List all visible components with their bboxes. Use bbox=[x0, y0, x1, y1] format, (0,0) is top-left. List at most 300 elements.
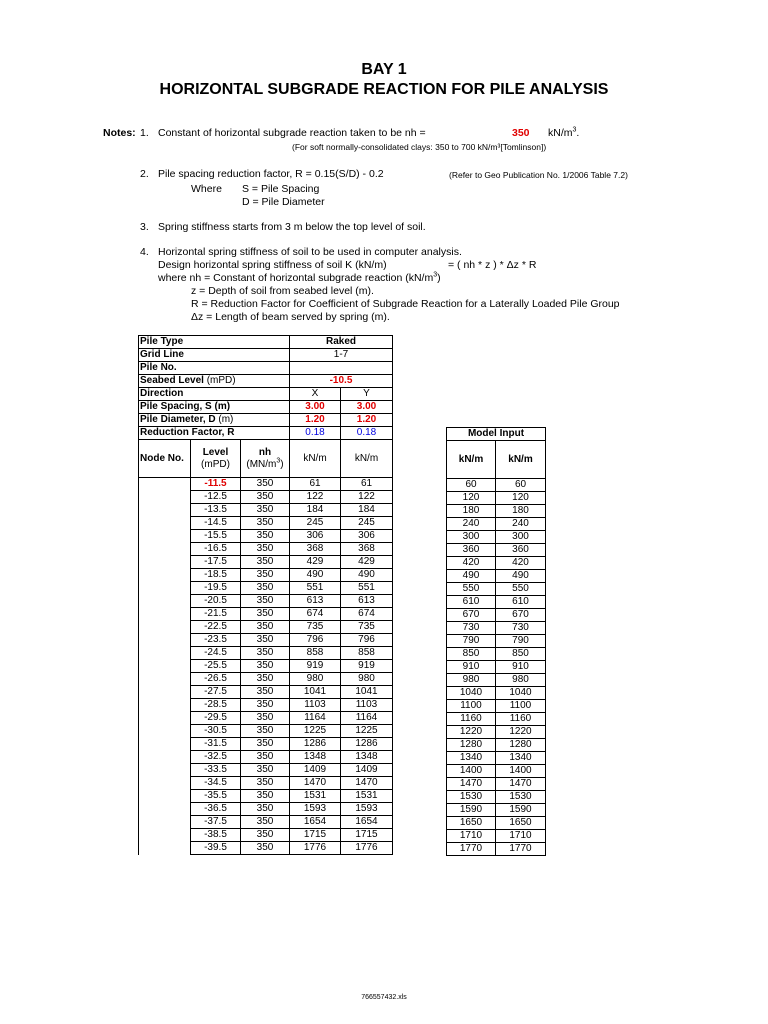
knm-x-cell: 1409 bbox=[290, 764, 341, 777]
table-row bbox=[447, 661, 546, 674]
model-knm-x-cell: 1590 bbox=[447, 804, 496, 817]
knm-y-cell: 1041 bbox=[341, 686, 393, 699]
table-row bbox=[139, 803, 393, 816]
model-knm-y-cell: 1220 bbox=[496, 726, 546, 739]
node-no-cell bbox=[139, 751, 191, 764]
level-cell: -12.5 bbox=[191, 491, 241, 504]
table-row bbox=[447, 596, 546, 609]
model-knm-y-cell: 1400 bbox=[496, 765, 546, 778]
node-no-cell bbox=[139, 842, 191, 855]
model-knm-x-cell: 1530 bbox=[447, 791, 496, 804]
knm-x-cell: 551 bbox=[290, 582, 341, 595]
model-knm-x-cell: 1650 bbox=[447, 817, 496, 830]
model-knm-x-cell: 1160 bbox=[447, 713, 496, 726]
table-row bbox=[139, 478, 393, 491]
level-cell: -35.5 bbox=[191, 790, 241, 803]
notes-label: Notes: bbox=[103, 127, 136, 139]
knm-y-cell: 245 bbox=[341, 517, 393, 530]
table-row bbox=[139, 842, 393, 855]
model-knm-x-cell: 790 bbox=[447, 635, 496, 648]
pile-no-value bbox=[290, 362, 393, 375]
model-knm-y-cell: 1160 bbox=[496, 713, 546, 726]
knm-x-cell: 1041 bbox=[290, 686, 341, 699]
model-knm-y-cell: 730 bbox=[496, 622, 546, 635]
node-no-cell bbox=[139, 712, 191, 725]
node-no-cell bbox=[139, 504, 191, 517]
node-no-cell bbox=[139, 725, 191, 738]
model-knm-y-cell: 670 bbox=[496, 609, 546, 622]
level-cell: -22.5 bbox=[191, 621, 241, 634]
table-row bbox=[139, 608, 393, 621]
model-knm-y-cell: 1340 bbox=[496, 752, 546, 765]
node-no-cell bbox=[139, 647, 191, 660]
nh-cell: 350 bbox=[241, 673, 290, 686]
model-knm-y-cell: 1650 bbox=[496, 817, 546, 830]
model-knm-x-cell: 1280 bbox=[447, 739, 496, 752]
node-no-cell bbox=[139, 621, 191, 634]
knm-x-cell: 858 bbox=[290, 647, 341, 660]
knm-y-cell: 796 bbox=[341, 634, 393, 647]
note2-where: Where bbox=[191, 183, 222, 195]
knm-x-cell: 980 bbox=[290, 673, 341, 686]
model-knm-x-cell: 1770 bbox=[447, 843, 496, 856]
knm-x-cell: 245 bbox=[290, 517, 341, 530]
table-row bbox=[447, 518, 546, 531]
level-cell: -20.5 bbox=[191, 595, 241, 608]
note1-sub: (For soft normally-consolidated clays: 350 to 700 kN/m³[Tomlinson]) bbox=[292, 142, 547, 152]
nh-cell: 350 bbox=[241, 634, 290, 647]
nh-cell: 350 bbox=[241, 725, 290, 738]
knm-y-cell: 980 bbox=[341, 673, 393, 686]
knm-y-cell: 1348 bbox=[341, 751, 393, 764]
note2-ref: (Refer to Geo Publication No. 1/2006 Table 7.2) bbox=[449, 170, 628, 180]
model-knm-y-cell: 240 bbox=[496, 518, 546, 531]
model-knm-y-cell: 1590 bbox=[496, 804, 546, 817]
nh-cell: 350 bbox=[241, 803, 290, 816]
spacing-x: 3.00 bbox=[290, 401, 341, 414]
model-knm-y-cell: 420 bbox=[496, 557, 546, 570]
nh-cell: 350 bbox=[241, 647, 290, 660]
model-knm-y-cell: 1770 bbox=[496, 843, 546, 856]
note2-text: Pile spacing reduction factor, R = 0.15(S/D) - 0.2 bbox=[158, 168, 384, 180]
level-cell: -38.5 bbox=[191, 829, 241, 842]
nh-cell: 350 bbox=[241, 543, 290, 556]
knm-x-cell: 1286 bbox=[290, 738, 341, 751]
model-knm-x-cell: 1100 bbox=[447, 700, 496, 713]
model-knm-x-cell: 180 bbox=[447, 505, 496, 518]
knm-y-cell: 613 bbox=[341, 595, 393, 608]
knm-y-cell: 1470 bbox=[341, 777, 393, 790]
node-no-cell bbox=[139, 517, 191, 530]
knm-x-cell: 184 bbox=[290, 504, 341, 517]
knm-x-cell: 1776 bbox=[290, 842, 341, 855]
table-row bbox=[447, 531, 546, 544]
level-cell: -30.5 bbox=[191, 725, 241, 738]
model-knm-x-cell: 1470 bbox=[447, 778, 496, 791]
note4-line6: Δz = Length of beam served by spring (m). bbox=[191, 311, 390, 323]
knm-y-cell: 1286 bbox=[341, 738, 393, 751]
table-row bbox=[139, 673, 393, 686]
knm-x-cell: 1225 bbox=[290, 725, 341, 738]
table-row bbox=[447, 843, 546, 856]
node-no-cell bbox=[139, 582, 191, 595]
table-row bbox=[447, 778, 546, 791]
table-row bbox=[139, 699, 393, 712]
knm-x-cell: 1531 bbox=[290, 790, 341, 803]
pile-type-label: Pile Type bbox=[139, 336, 290, 349]
model-knm-y-cell: 360 bbox=[496, 544, 546, 557]
table-row bbox=[139, 647, 393, 660]
knm-x-cell: 796 bbox=[290, 634, 341, 647]
level-cell: -11.5 bbox=[191, 478, 241, 491]
knm-x-cell: 490 bbox=[290, 569, 341, 582]
table-row bbox=[139, 751, 393, 764]
note1-unit: $kN/m^3$. bbox=[548, 126, 580, 139]
knm-y-cell: 858 bbox=[341, 647, 393, 660]
diameter-y: 1.20 bbox=[341, 414, 393, 427]
knm-x-cell: 368 bbox=[290, 543, 341, 556]
model-knm-y-cell: 790 bbox=[496, 635, 546, 648]
level-cell: -37.5 bbox=[191, 816, 241, 829]
table-row bbox=[447, 713, 546, 726]
level-cell: -18.5 bbox=[191, 569, 241, 582]
model-knm-x-cell: 1220 bbox=[447, 726, 496, 739]
reduction-y: 0.18 bbox=[341, 427, 393, 440]
knm-x-cell: 674 bbox=[290, 608, 341, 621]
table-row bbox=[139, 660, 393, 673]
table-row bbox=[447, 544, 546, 557]
knm-x-cell: 735 bbox=[290, 621, 341, 634]
model-knm-x-cell: 1400 bbox=[447, 765, 496, 778]
knm-x-cell: 919 bbox=[290, 660, 341, 673]
nh-cell: 350 bbox=[241, 738, 290, 751]
node-no-cell bbox=[139, 595, 191, 608]
table-row bbox=[447, 830, 546, 843]
knm-x-cell: 306 bbox=[290, 530, 341, 543]
node-no-cell bbox=[139, 686, 191, 699]
nh-cell: 350 bbox=[241, 790, 290, 803]
table-row bbox=[139, 582, 393, 595]
page-title: BAY 1 bbox=[361, 61, 407, 78]
note2-d-def: D = Pile Diameter bbox=[242, 196, 325, 208]
level-cell: -16.5 bbox=[191, 543, 241, 556]
node-no-header: Node No. bbox=[139, 440, 191, 478]
table-row bbox=[447, 739, 546, 752]
table-row bbox=[139, 777, 393, 790]
model-knm-y-cell: 980 bbox=[496, 674, 546, 687]
table-row bbox=[139, 764, 393, 777]
knm-y-cell: 1409 bbox=[341, 764, 393, 777]
model-knm-y-cell: 120 bbox=[496, 492, 546, 505]
note3-number: 3. bbox=[140, 221, 149, 233]
table-row bbox=[447, 622, 546, 635]
reduction-label: Reduction Factor, R bbox=[139, 427, 290, 440]
nh-cell: 350 bbox=[241, 530, 290, 543]
model-knm-x-cell: 240 bbox=[447, 518, 496, 531]
knm-x-cell: 122 bbox=[290, 491, 341, 504]
note4-line3: where nh = Constant of horizontal subgrade reaction $(kN/m^3)$ bbox=[158, 271, 441, 284]
nh-cell: 350 bbox=[241, 699, 290, 712]
model-knm-y-cell: 1280 bbox=[496, 739, 546, 752]
note1-text: Constant of horizontal subgrade reaction taken to be nh = bbox=[158, 127, 426, 139]
knm-y-header: kN/m bbox=[341, 440, 393, 478]
level-cell: -39.5 bbox=[191, 842, 241, 855]
nh-header: nh $(MN/m^3)$ bbox=[241, 440, 290, 478]
nh-cell: 350 bbox=[241, 816, 290, 829]
knm-x-cell: 1715 bbox=[290, 829, 341, 842]
note1-number: 1. bbox=[140, 127, 149, 139]
nh-cell: 350 bbox=[241, 842, 290, 855]
knm-y-cell: 919 bbox=[341, 660, 393, 673]
table-row bbox=[447, 570, 546, 583]
level-cell: -24.5 bbox=[191, 647, 241, 660]
table-row bbox=[447, 635, 546, 648]
knm-x-cell: 613 bbox=[290, 595, 341, 608]
knm-x-header: kN/m bbox=[290, 440, 341, 478]
level-cell: -23.5 bbox=[191, 634, 241, 647]
level-cell: -15.5 bbox=[191, 530, 241, 543]
note3-text: Spring stiffness starts from 3 m below the top level of soil. bbox=[158, 221, 426, 233]
knm-x-cell: 429 bbox=[290, 556, 341, 569]
node-no-cell bbox=[139, 530, 191, 543]
model-knm-y-cell: 300 bbox=[496, 531, 546, 544]
node-no-cell bbox=[139, 816, 191, 829]
table-row bbox=[139, 634, 393, 647]
knm-x-cell: 1654 bbox=[290, 816, 341, 829]
node-no-cell bbox=[139, 738, 191, 751]
note2-s-def: S = Pile Spacing bbox=[242, 183, 320, 195]
knm-y-cell: 61 bbox=[341, 478, 393, 491]
note4-formula: = ( nh * z ) * Δz * R bbox=[448, 259, 537, 271]
grid-line-value: 1-7 bbox=[290, 349, 393, 362]
model-knm-x-cell: 610 bbox=[447, 596, 496, 609]
nh-cell: 350 bbox=[241, 517, 290, 530]
node-no-cell bbox=[139, 673, 191, 686]
model-knm-x-cell: 120 bbox=[447, 492, 496, 505]
node-no-cell bbox=[139, 634, 191, 647]
table-row bbox=[447, 817, 546, 830]
direction-x: X bbox=[290, 388, 341, 401]
table-row bbox=[139, 725, 393, 738]
table-row bbox=[139, 556, 393, 569]
table-row bbox=[447, 791, 546, 804]
level-cell: -21.5 bbox=[191, 608, 241, 621]
knm-x-cell: 1164 bbox=[290, 712, 341, 725]
model-knm-x-cell: 1040 bbox=[447, 687, 496, 700]
model-knm-y-cell: 1100 bbox=[496, 700, 546, 713]
level-cell: -29.5 bbox=[191, 712, 241, 725]
table-row bbox=[447, 648, 546, 661]
model-knm-y-cell: 1470 bbox=[496, 778, 546, 791]
nh-cell: 350 bbox=[241, 660, 290, 673]
model-knm-y-cell: 850 bbox=[496, 648, 546, 661]
nh-cell: 350 bbox=[241, 751, 290, 764]
table-row bbox=[447, 557, 546, 570]
level-cell: -14.5 bbox=[191, 517, 241, 530]
nh-cell: 350 bbox=[241, 491, 290, 504]
table-row bbox=[447, 700, 546, 713]
knm-y-cell: 184 bbox=[341, 504, 393, 517]
node-no-cell bbox=[139, 699, 191, 712]
knm-y-cell: 1654 bbox=[341, 816, 393, 829]
knm-y-cell: 1715 bbox=[341, 829, 393, 842]
level-cell: -17.5 bbox=[191, 556, 241, 569]
model-knm-x-cell: 420 bbox=[447, 557, 496, 570]
table-row bbox=[447, 804, 546, 817]
file-name-footer: 766557432.xls bbox=[361, 994, 407, 1001]
model-input-table bbox=[446, 427, 546, 856]
table-row bbox=[139, 595, 393, 608]
node-no-cell bbox=[139, 491, 191, 504]
model-knm-x-cell: 1710 bbox=[447, 830, 496, 843]
model-knm-y-cell: 490 bbox=[496, 570, 546, 583]
knm-y-cell: 490 bbox=[341, 569, 393, 582]
table-row bbox=[447, 752, 546, 765]
level-cell: -28.5 bbox=[191, 699, 241, 712]
reduction-x: 0.18 bbox=[290, 427, 341, 440]
knm-y-cell: 674 bbox=[341, 608, 393, 621]
knm-x-cell: 1348 bbox=[290, 751, 341, 764]
note4-line5: R = Reduction Factor for Coefficient of Subgrade Reaction for a Laterally Loaded Pile Group bbox=[191, 298, 620, 310]
knm-x-cell: 1103 bbox=[290, 699, 341, 712]
table-row bbox=[447, 492, 546, 505]
note1-value: 350 bbox=[512, 127, 530, 139]
model-knm-x-cell: 850 bbox=[447, 648, 496, 661]
node-no-cell bbox=[139, 556, 191, 569]
model-knm-x-cell: 550 bbox=[447, 583, 496, 596]
nh-cell: 350 bbox=[241, 582, 290, 595]
nh-cell: 350 bbox=[241, 777, 290, 790]
level-cell: -34.5 bbox=[191, 777, 241, 790]
level-cell: -27.5 bbox=[191, 686, 241, 699]
page-subtitle: HORIZONTAL SUBGRADE REACTION FOR PILE ANALYSIS bbox=[159, 81, 609, 98]
knm-y-cell: 735 bbox=[341, 621, 393, 634]
node-no-cell bbox=[139, 478, 191, 491]
model-knm-y-header: kN/m bbox=[496, 441, 546, 479]
model-knm-x-cell: 300 bbox=[447, 531, 496, 544]
table-row bbox=[139, 569, 393, 582]
model-knm-x-cell: 490 bbox=[447, 570, 496, 583]
model-knm-y-cell: 180 bbox=[496, 505, 546, 518]
diameter-label: Pile Diameter, D (m) bbox=[139, 414, 290, 427]
nh-cell: 350 bbox=[241, 504, 290, 517]
direction-y: Y bbox=[341, 388, 393, 401]
knm-y-cell: 1103 bbox=[341, 699, 393, 712]
level-cell: -26.5 bbox=[191, 673, 241, 686]
direction-label: Direction bbox=[139, 388, 290, 401]
nh-cell: 350 bbox=[241, 556, 290, 569]
table-row bbox=[139, 621, 393, 634]
node-no-cell bbox=[139, 608, 191, 621]
nh-cell: 350 bbox=[241, 621, 290, 634]
pile-table bbox=[138, 335, 393, 855]
knm-y-cell: 368 bbox=[341, 543, 393, 556]
pile-type-value: Raked bbox=[290, 336, 393, 349]
note4-line4: z = Depth of soil from seabed level (m). bbox=[191, 285, 374, 297]
table-row bbox=[139, 816, 393, 829]
pile-no-label: Pile No. bbox=[139, 362, 290, 375]
spacing-label: Pile Spacing, S (m) bbox=[139, 401, 290, 414]
table-row bbox=[139, 517, 393, 530]
level-cell: -32.5 bbox=[191, 751, 241, 764]
model-knm-y-cell: 60 bbox=[496, 479, 546, 492]
table-row bbox=[447, 765, 546, 778]
note2-number: 2. bbox=[140, 168, 149, 180]
level-cell: -36.5 bbox=[191, 803, 241, 816]
knm-y-cell: 306 bbox=[341, 530, 393, 543]
node-no-cell bbox=[139, 790, 191, 803]
model-knm-y-cell: 1040 bbox=[496, 687, 546, 700]
node-no-cell bbox=[139, 660, 191, 673]
table-row bbox=[139, 543, 393, 556]
knm-x-cell: 61 bbox=[290, 478, 341, 491]
table-row bbox=[139, 738, 393, 751]
table-row bbox=[447, 583, 546, 596]
model-knm-y-cell: 550 bbox=[496, 583, 546, 596]
model-knm-x-header: kN/m bbox=[447, 441, 496, 479]
node-no-cell bbox=[139, 569, 191, 582]
table-row bbox=[139, 530, 393, 543]
node-no-cell bbox=[139, 829, 191, 842]
table-row bbox=[447, 609, 546, 622]
table-row bbox=[139, 829, 393, 842]
node-no-cell bbox=[139, 803, 191, 816]
table-row bbox=[139, 790, 393, 803]
table-row bbox=[447, 505, 546, 518]
node-no-cell bbox=[139, 764, 191, 777]
table-row bbox=[447, 726, 546, 739]
spacing-y: 3.00 bbox=[341, 401, 393, 414]
nh-cell: 350 bbox=[241, 764, 290, 777]
model-knm-x-cell: 360 bbox=[447, 544, 496, 557]
nh-cell: 350 bbox=[241, 595, 290, 608]
note4-number: 4. bbox=[140, 246, 149, 258]
model-knm-x-cell: 730 bbox=[447, 622, 496, 635]
note4-line2: Design horizontal spring stiffness of soil K (kN/m) bbox=[158, 259, 387, 271]
nh-cell: 350 bbox=[241, 608, 290, 621]
table-row bbox=[447, 479, 546, 492]
model-knm-x-cell: 1340 bbox=[447, 752, 496, 765]
model-knm-x-cell: 670 bbox=[447, 609, 496, 622]
nh-cell: 350 bbox=[241, 829, 290, 842]
knm-y-cell: 429 bbox=[341, 556, 393, 569]
knm-x-cell: 1593 bbox=[290, 803, 341, 816]
seabed-value: -10.5 bbox=[290, 375, 393, 388]
model-knm-y-cell: 610 bbox=[496, 596, 546, 609]
level-cell: -33.5 bbox=[191, 764, 241, 777]
grid-line-label: Grid Line bbox=[139, 349, 290, 362]
note4-line1: Horizontal spring stiffness of soil to be used in computer analysis. bbox=[158, 246, 462, 258]
knm-y-cell: 551 bbox=[341, 582, 393, 595]
level-header: Level (mPD) bbox=[191, 440, 241, 478]
table-row bbox=[139, 491, 393, 504]
model-knm-x-cell: 910 bbox=[447, 661, 496, 674]
knm-y-cell: 122 bbox=[341, 491, 393, 504]
node-no-cell bbox=[139, 777, 191, 790]
model-knm-y-cell: 1710 bbox=[496, 830, 546, 843]
knm-y-cell: 1776 bbox=[341, 842, 393, 855]
nh-cell: 350 bbox=[241, 686, 290, 699]
table-row bbox=[447, 687, 546, 700]
table-row bbox=[139, 686, 393, 699]
model-knm-x-cell: 60 bbox=[447, 479, 496, 492]
level-cell: -13.5 bbox=[191, 504, 241, 517]
table-row bbox=[139, 504, 393, 517]
level-cell: -31.5 bbox=[191, 738, 241, 751]
node-no-cell bbox=[139, 543, 191, 556]
knm-y-cell: 1531 bbox=[341, 790, 393, 803]
model-input-header: Model Input bbox=[447, 428, 546, 441]
